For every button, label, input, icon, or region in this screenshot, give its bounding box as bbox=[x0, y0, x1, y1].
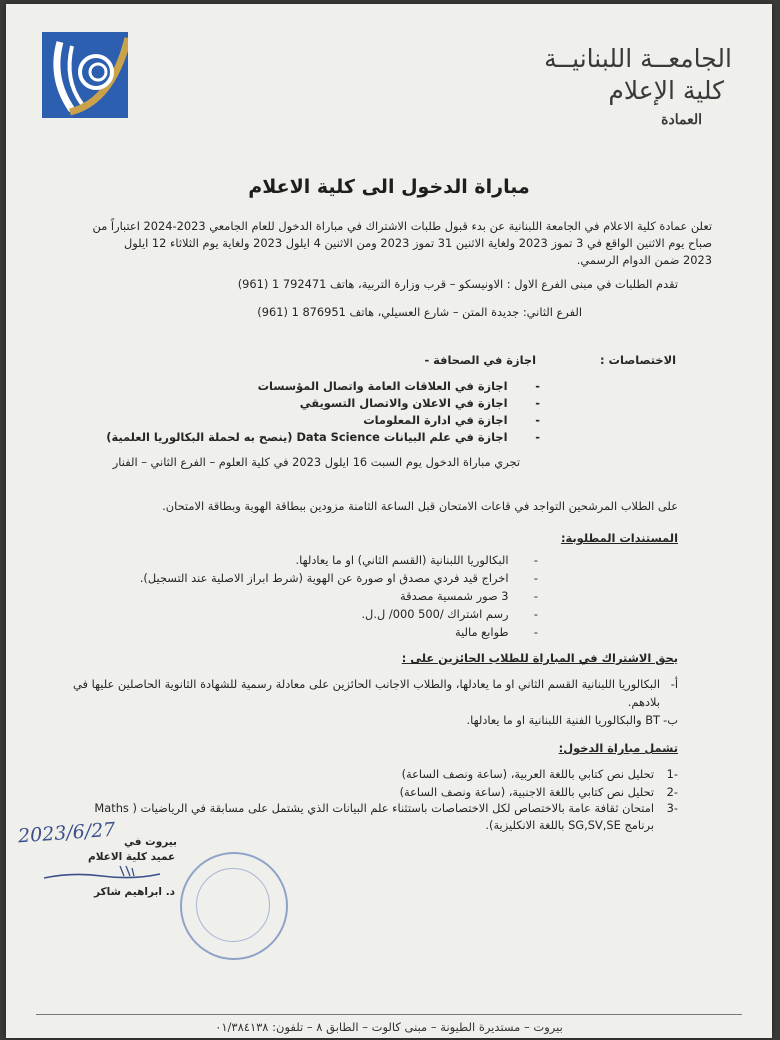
exam-item-number: -2 bbox=[666, 785, 678, 799]
exam-content-heading: تشمل مباراة الدخول: bbox=[558, 741, 678, 755]
official-stamp-icon bbox=[180, 852, 288, 960]
eligibility-a-marker: أ- bbox=[670, 677, 678, 691]
footer-address: بيروت – مستديرة الطيونة – مبنى كالوت – الطابق ٨ – تلفون: ٠١/٣٨٤١٣٨ bbox=[215, 1020, 563, 1034]
document-item: - طوابع مالية bbox=[454, 625, 538, 639]
document-item: - اخراج قيد فردي مصدق او صورة عن الهوية (شرط ابراز الاصلية عند التسجيل). bbox=[139, 571, 538, 585]
spec-item-2: - اجازة في الاعلان والاتصال التسويقي bbox=[299, 396, 540, 410]
spec-item-3: - اجازة في ادارة المعلومات bbox=[363, 413, 540, 427]
exam-date-note: تجري مباراة الدخول يوم السبت 16 ايلول 2023 في كلية العلوم – الفرع الثاني – الفنار bbox=[112, 455, 520, 469]
footer-divider bbox=[36, 1014, 742, 1015]
spec-item-4: - اجازة في علم البيانات Data Science (ينصح به لحملة البكالوريا العلمية) bbox=[106, 430, 540, 444]
intro-line-2: صباح يوم الاثنين الواقع في 3 تموز 2023 ولغاية الاثنين 31 تموز 2023 ومن الاثنين 4 ايلول 2023 ولغاية يوم الثلاثاء 12 ايلول bbox=[124, 236, 712, 250]
eligibility-a-line-1: البكالوريا اللبنانية القسم الثاني او ما يعادلها، والطلاب الاجانب الحائزين على معادلة رسمية للشهادة الثانوية الحاصلين عليها في bbox=[73, 677, 660, 691]
exam-item-text: تحليل نص كتابي باللغة الاجنبية، (ساعة ونصف الساعة) bbox=[399, 785, 654, 799]
eligibility-heading: يحق الاشتراك في المباراة للطلاب الحائزين على : bbox=[401, 651, 678, 665]
handwritten-date: 2023/6/27 bbox=[17, 818, 117, 848]
eligibility-a-line-2: بلادهم. bbox=[627, 695, 660, 709]
branch-second: الفرع الثاني: جديدة المتن – شارع العسيلي، هاتف 876951 1 (961) bbox=[257, 305, 582, 319]
exam-item-text: امتحان ثقافة عامة بالاختصاص لكل الاختصاصات باستثناء علم البيانات الذي يشتمل على مسابقة في الرياضيات ( Maths bbox=[94, 801, 654, 815]
documents-heading: المستندات المطلوبة: bbox=[560, 531, 678, 545]
deanship-label: العمادة bbox=[661, 112, 702, 128]
signature-name: د. ابراهيم شاكر bbox=[94, 886, 176, 898]
document-item: - 3 صور شمسية مصدقة bbox=[400, 589, 538, 603]
eligibility-b-marker: ب- bbox=[663, 713, 678, 727]
exam-item-text: تحليل نص كتابي باللغة العربية، (ساعة ونصف الساعة) bbox=[401, 767, 654, 781]
spec-item-0: اجازة في الصحافة - bbox=[424, 353, 536, 367]
university-logo bbox=[42, 32, 128, 118]
specializations-label: الاختصاصات : bbox=[600, 353, 676, 367]
exam-item-3-continuation: برنامج SG,SV,SE باللغة الانكليزية). bbox=[485, 818, 654, 832]
faculty-name: كلية الإعلام bbox=[608, 76, 724, 105]
spec-item-1: - اجازة في العلاقات العامة واتصال المؤسسات bbox=[257, 379, 540, 393]
document-page bbox=[6, 4, 772, 1038]
document-item: - رسم اشتراك /500 000/ ل.ل. bbox=[361, 607, 538, 621]
university-name: الجامعــة اللبنانيــة bbox=[544, 44, 732, 73]
intro-line-3: 2023 ضمن الدوام الرسمي. bbox=[576, 253, 712, 267]
signature-role: عميد كلية الاعلام bbox=[88, 851, 176, 863]
document-item: - البكالوريا اللبنانية (القسم الثاني) او ما يعادلها. bbox=[295, 553, 538, 567]
branch-first: تقدم الطلبات في مبنى الفرع الاول : الاونيسكو – قرب وزارة التربية، هاتف 792471 1 (961) bbox=[237, 277, 678, 291]
page-title: مباراة الدخول الى كلية الاعلام bbox=[248, 176, 530, 198]
logo-emblem-icon bbox=[42, 32, 128, 118]
exam-item-number: -1 bbox=[666, 767, 678, 781]
eligibility-b-text: BT والبكالوريا الفنية اللبنانية او ما يعادلها. bbox=[466, 713, 660, 727]
signature-place-date: بيروت في bbox=[124, 836, 177, 848]
intro-line-1: تعلن عمادة كلية الاعلام في الجامعة اللبنانية عن بدء قبول طلبات الاشتراك في مباراة الدخول للعام الجامعي 2023-2024 اعتباراً من bbox=[92, 219, 712, 233]
exam-item-number: -3 bbox=[666, 801, 678, 815]
attendance-note: على الطلاب المرشحين التواجد في قاعات الامتحان قبل الساعة الثامنة مزودين ببطاقة الهوية وبطاقة الامتحان. bbox=[162, 499, 678, 513]
